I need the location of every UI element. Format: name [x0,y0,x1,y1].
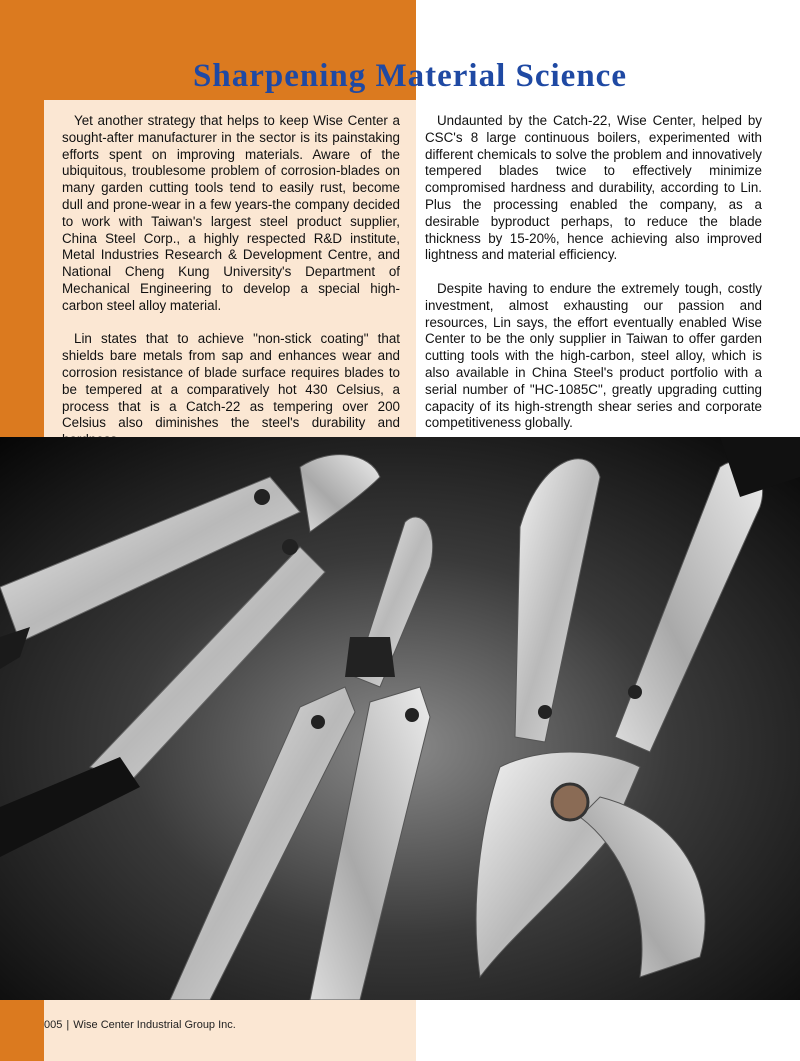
paragraph: Undaunted by the Catch-22, Wise Center, helped by CSC's 8 large continuous boilers, experimented with different chemicals to solve the problem and innovatively tempered blades twice to effectively minimize compromised hardness and durability, according to Lin. Plus the processing enabled the company, as a desirable byproduct perhaps, to reduce the blade thickness by 15-20%, hence achieving also improved lightness and material efficiency. [425,113,762,263]
footer-separator: | [66,1019,70,1031]
paragraph: Lin states that to achieve "non-stick coating" that shields bare metals from sap and enhances wear and corrosion resistance of blade surface requires blades to be tempered at a comparatively hot 430 Celsius, a process that is a Catch-22 as tempering over 200 Celsius also diminishes the steel's durability and [62,331,400,431]
paragraph: Yet another strategy that helps to keep Wise Center a sought-after manufacturer in the sector is its painstaking efforts spent on improving materials. Aware of the ubiquitous, troublesome problem of corrosion-blades on many garden cutting tools tend to easily rust, become dull and prone-wear in a few years-the company decided to work with Taiwan's largest steel product supplier, China Steel Corp., a highly respected R&D institute, Metal Industries Research & Development Centre, and National Cheng Kung University's Department of Mechanical Engineering to develop a special high-carbon steel alloy material. [62,113,400,313]
paragraph: Despite having to endure the extremely tough, costly investment, almost exhausting our passion and resources, Lin says, the effort eventually enabled Wise Center to be the only supplier in Taiwan to offer garden cutting tools with the high-carbon, steel alloy, which is also available in China Steel's product portfolio with a serial number of "HC-1085C", greatly upgrading cutting capacity of its high-strength shear series and corporate competitiveness globally. [425,280,762,431]
footer-company: Wise Center Industrial Group Inc. [73,1019,236,1031]
page-footer [44,1019,236,1031]
pruning-shears-photo [0,437,800,1000]
right-text-column [425,113,762,449]
page-title: Sharpening Material Science [193,58,627,94]
page-number: 005 [44,1019,63,1031]
left-text-column [62,113,400,466]
